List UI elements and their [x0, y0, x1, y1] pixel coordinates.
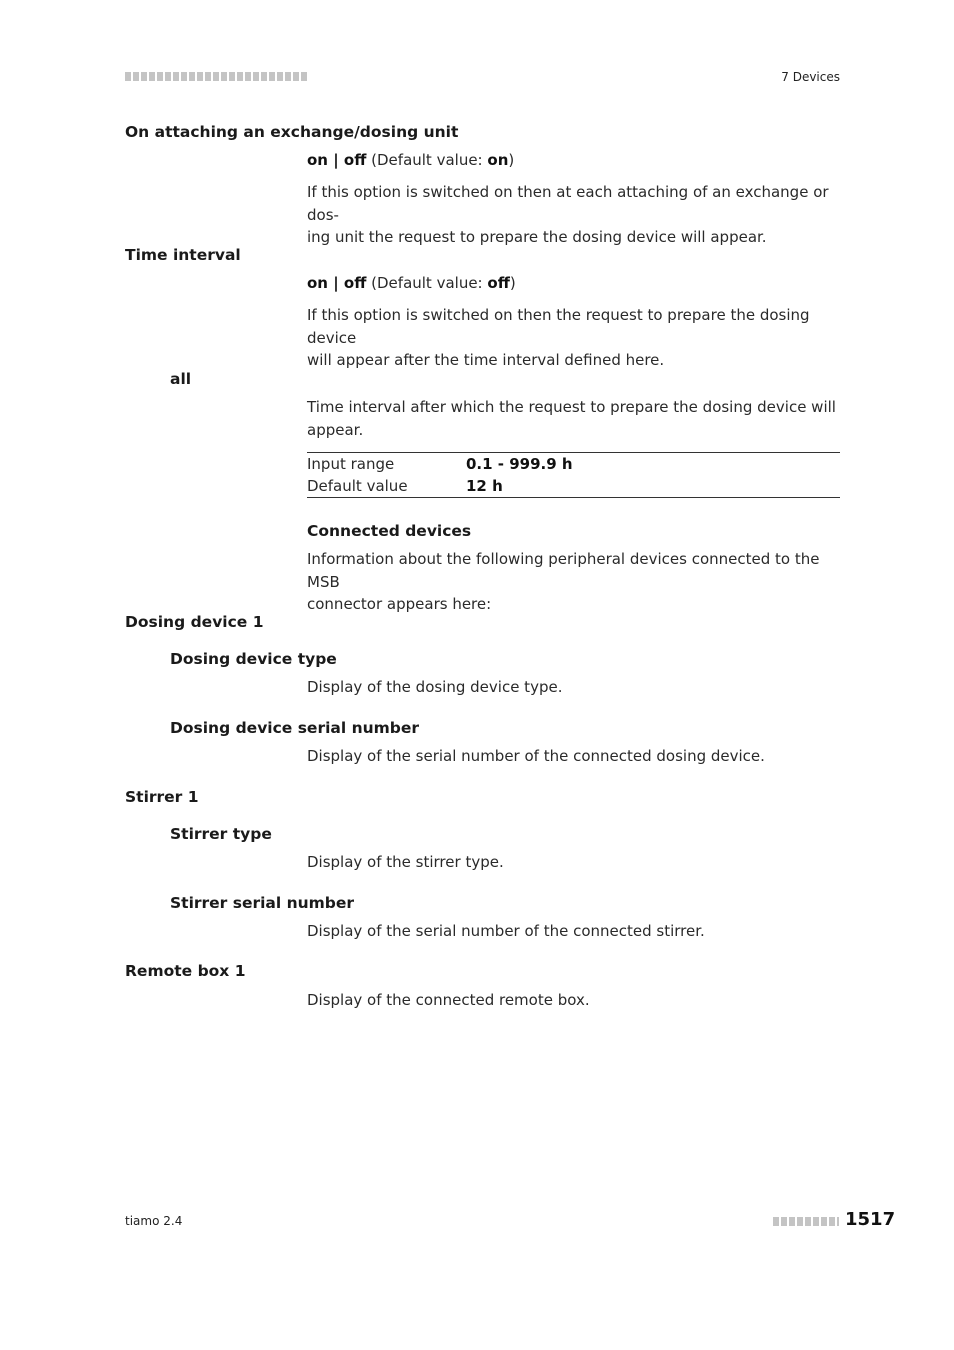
option-on: on — [307, 274, 328, 292]
option-off: off — [343, 274, 367, 292]
stirrer-serial-heading: Stirrer serial number — [170, 894, 355, 912]
interval-heading: Time interval — [125, 246, 241, 264]
attach-desc-line-2: ing unit the request to prepare the dosing device will appear. — [307, 228, 767, 246]
interval-options — [307, 272, 841, 295]
option-separator: | — [327, 274, 344, 292]
interval-desc-line-2: will appear after the time interval defined here. — [307, 351, 665, 369]
product-name: tiamo 2.4 — [125, 1214, 183, 1228]
parameter-table — [307, 452, 840, 498]
connected-description — [307, 548, 841, 616]
stirrer-type-description: Display of the stirrer type. — [307, 853, 504, 871]
footer-decoration — [773, 1217, 839, 1226]
all-heading: all — [170, 370, 192, 388]
table-value: 0.1 - 999.9 h — [466, 455, 573, 473]
remote-box-description: Display of the connected remote box. — [307, 991, 590, 1009]
all-description — [307, 396, 841, 441]
default-suffix: ) — [509, 274, 516, 292]
dosing-device-type-description: Display of the dosing device type. — [307, 678, 563, 696]
option-on: on — [307, 151, 328, 169]
stirrer-serial-description: Display of the serial number of the connected stirrer. — [307, 922, 705, 940]
remote-box-heading: Remote box 1 — [125, 962, 246, 980]
interval-desc-line-1: If this option is switched on then the request to prepare the dosing device — [307, 306, 810, 347]
stirrer-type-heading: Stirrer type — [170, 825, 272, 843]
option-separator: | — [327, 151, 344, 169]
connected-desc-line-2: connector appears here: — [307, 595, 492, 613]
dosing-device-type-heading: Dosing device type — [170, 650, 337, 668]
default-prefix: (Default value: — [366, 151, 488, 169]
page-number: 1517 — [845, 1209, 896, 1230]
connected-devices-heading: Connected devices — [307, 522, 472, 540]
all-desc-line-2: appear. — [307, 420, 364, 439]
table-row — [307, 453, 840, 475]
attach-desc-line-1: If this option is switched on then at each attaching of an exchange or dos- — [307, 183, 829, 224]
connected-desc-line-1: Information about the following peripheral devices connected to the MSB — [307, 550, 820, 591]
table-row — [307, 475, 840, 497]
header-decoration — [125, 72, 307, 81]
interval-description — [307, 304, 841, 372]
option-off: off — [343, 151, 367, 169]
dosing-device-heading: Dosing device 1 — [125, 613, 264, 631]
stirrer-heading: Stirrer 1 — [125, 788, 199, 806]
default-value: on — [487, 151, 509, 169]
table-label: Default value — [307, 477, 408, 495]
all-desc-line-1: Time interval after which the request to prepare the dosing device will — [307, 398, 836, 416]
table-value: 12 h — [466, 477, 503, 495]
default-value: off — [487, 274, 510, 292]
chapter-title: 7 Devices — [781, 70, 840, 84]
attach-heading: On attaching an exchange/dosing unit — [125, 123, 459, 141]
attach-description — [307, 181, 841, 249]
default-suffix: ) — [508, 151, 515, 169]
dosing-device-serial-heading: Dosing device serial number — [170, 719, 420, 737]
attach-options — [307, 149, 841, 172]
dosing-device-serial-description: Display of the serial number of the connected dosing device. — [307, 747, 765, 765]
table-label: Input range — [307, 455, 395, 473]
default-prefix: (Default value: — [366, 274, 488, 292]
